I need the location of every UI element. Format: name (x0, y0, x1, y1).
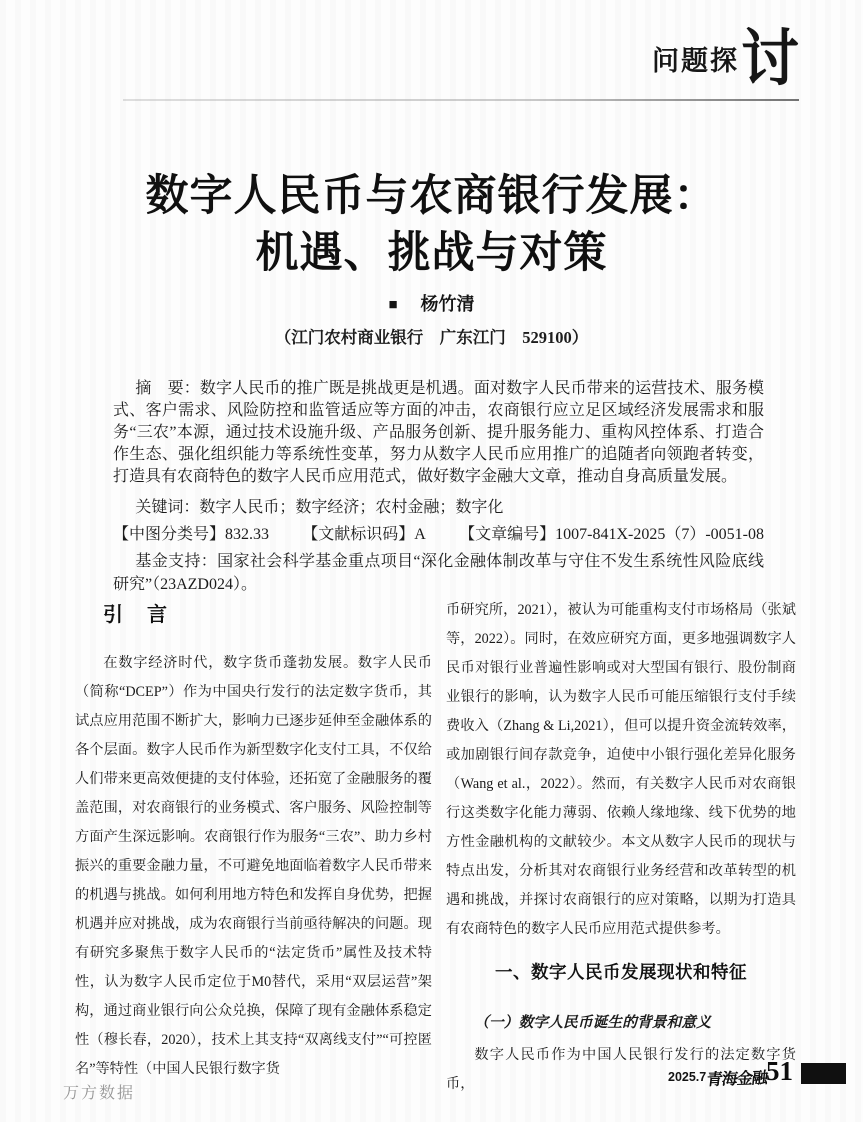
keywords-label: 关键词： (135, 498, 200, 516)
column-masthead (651, 24, 799, 93)
article-title-line1: 数字人民币与农商银行发展： (145, 173, 718, 220)
wanfang-watermark: 万方数据 (63, 1085, 136, 1102)
section1-paragraph: 数字人民币作为中国人民银行发行的法定数字货币， (446, 1047, 796, 1092)
doc-code-value: A (414, 525, 426, 543)
introduction-paragraph-left: 在数字经济时代，数字货币蓬勃发展。数字人民币（简称“DCEP”）作为中国央行发行的法定数字货币，其试点应用范围不断扩大，影响力已逐步延伸至金融体系的各个层面。数字人民币作为新型数字化支付工具，不仅给人们带来更高效便捷的支付体验，还拓宽了金融服务的覆盖范围，对农商银行的业务模式、客户服务、风险控制等方面产生深远影响。农商银行作为服务“三农”、助力乡村振兴的重要金融力量，不可避免地面临着数字人民币带来的机遇与挑战。如何利用地方特色和发挥自身优势，把握机遇并应对挑战，成为农商银行当前亟待解决的问题。现有研究多聚焦于数字人民币的“法定货币”属性及技术特性，认为数字人民币定位于M0替代，采用“双层运营”架构，通过商业银行向公众兑换，保障了现有金融体系稳定性（穆长春，2020），技术上其支持“双离线支付”“可控匿名”等特性（中国人民银行数字货 (75, 655, 432, 1077)
author-bullet-icon: ■ (388, 296, 398, 313)
article-title-line2: 机遇、挑战与对策 (255, 230, 608, 277)
introduction-heading: 引 言 (103, 604, 169, 626)
article-id-label: 【文章编号】 (459, 525, 556, 543)
article-id-item (459, 524, 764, 545)
section1-subheading: （一）数字人民币诞生的背景和意义 (474, 1015, 711, 1031)
abstract-text: 数字人民币的推广既是挑战更是机遇。面对数字人民币带来的运营技术、服务模式、客户需求、风险防控和监管适应等方面的冲击，农商银行应立足区域经济发展需求和服务“三农”本源，通过技术设施升级、产品服务创新、提升服务能力、重构风控体系、打造合作生态、强化组织能力等系统性变革，努力从数字人民币应用推广的追随者向领跑者转变，打造具有农商特色的数字人民币应用范式，做好数字金融大文章，推动自身高质量发展。 (113, 380, 764, 485)
author-line (0, 290, 863, 316)
footer-issue-date: 2025.7 (668, 1070, 707, 1084)
keywords (113, 497, 764, 518)
keywords-text: 数字人民币；数字经济；农村金融；数字化 (199, 498, 504, 516)
body-column-right (446, 596, 796, 1099)
abstract-label: 摘 要： (135, 380, 200, 397)
article-id-value: 1007-841X-2025（7）-0051-08 (555, 525, 764, 543)
footer-page-number: 51 (766, 1056, 793, 1086)
footer-journal-name: 青海金融 (705, 1069, 768, 1090)
clc-item (113, 524, 269, 545)
section1-heading: 一、数字人民币发展现状和特征 (495, 962, 747, 982)
funding-text: 国家社会科学基金重点项目“深化金融体制改革与守住不发生系统性风险底线研究”（23AZD024）。 (113, 552, 764, 593)
doc-code-label: 【文献标识码】 (302, 525, 415, 543)
funding-label: 基金支持： (135, 552, 218, 570)
masthead-text-suffix: 讨 (740, 24, 799, 93)
article-title (0, 168, 863, 282)
classification-row (113, 524, 764, 545)
footer-corner-block (801, 1063, 846, 1084)
author-affiliation: （江门农村商业银行 广东江门 529100） (274, 328, 589, 347)
doc-code-item (302, 524, 426, 545)
body-column-left (75, 600, 432, 1084)
front-matter (113, 378, 764, 596)
funding (113, 550, 764, 596)
clc-label: 【中图分类号】 (113, 525, 226, 543)
introduction-paragraph-right: 币研究所，2021），被认为可能重构支付市场格局（张斌等，2022）。同时，在效应研究方面，更多地强调数字人民币对银行业普遍性影响或对大型国有银行、股份制商业银行的影响，认为数字人民币可能压缩银行支付手续费收入（Zhang & Li,2021），但可以提升资金流转效率，或加剧银行间存款竞争，迫使中小银行强化差异化服务（Wang et al.，2022）。然而，有关数字人民币对农商银行这类数字化能力薄弱、依赖人缘地缘、线下优势的地方性金融机构的文献较少。本文从数字人民币的现状与特点出发，分析其对农商银行业务经营和改革转型的机遇和挑战，并探讨农商银行的应对策略，以期为打造具有农商特色的数字人民币应用范式提供参考。 (446, 602, 796, 937)
masthead-rule (123, 99, 799, 101)
author-name: 杨竹清 (420, 294, 475, 314)
clc-value: 832.33 (225, 525, 270, 543)
masthead-text-prefix: 问题探 (651, 46, 739, 76)
abstract (113, 378, 764, 488)
